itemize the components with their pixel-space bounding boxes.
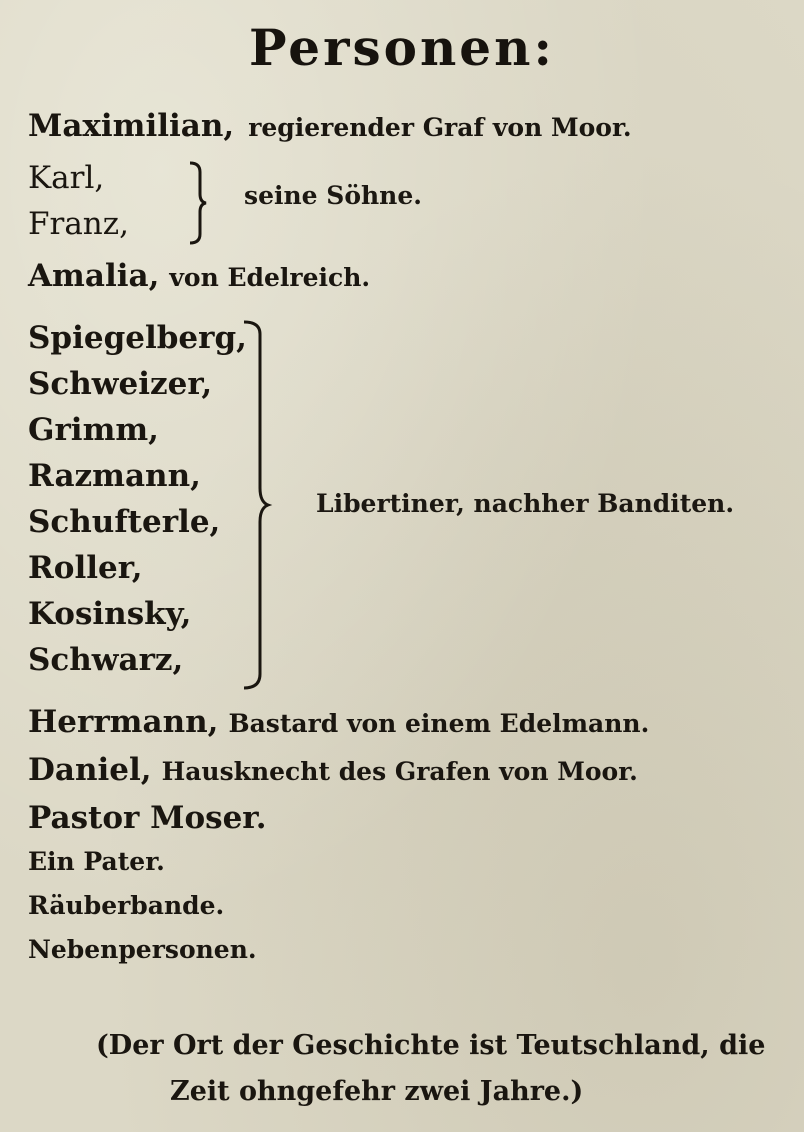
cast-entry-maximilian [28,106,632,148]
sons-label: seine Söhne. [244,181,422,210]
cast-entry-raeuberbande: Räuberbande. [28,891,225,920]
cast-entry-nebenpersonen: Nebenpersonen. [28,935,257,964]
cast-description: Hausknecht des Grafen von Moor. [161,757,638,786]
cast-name-karl: Karl, [28,160,105,196]
cast-name-grimm: Grimm, [28,412,159,448]
cast-description: regierender Graf von Moor. [248,113,632,142]
cast-name: Maximilian, [28,108,235,144]
cast-name: Amalia, [28,258,160,294]
cast-name-kosinsky: Kosinsky, [28,596,192,632]
cast-name: Daniel, [28,752,152,788]
setting-note-line-2: Zeit ohngefehr zwei Jahre.) [170,1076,584,1107]
cast-entry-pastor-moser: Pastor Moser. [28,800,267,836]
cast-name-schufterle: Schufterle, [28,504,221,540]
cast-entry-amalia [28,256,370,298]
cast-entry-pater: Ein Pater. [28,847,165,876]
page-title: Personen: [249,18,555,77]
cast-entry-herrmann [28,702,649,744]
libertines-brace [240,318,274,692]
setting-note-line-1: (Der Ort der Geschichte ist Teutschland, die [96,1030,766,1061]
cast-name-roller: Roller, [28,550,143,586]
cast-name: Herrmann, [28,704,219,740]
cast-name-spiegelberg: Spiegelberg, [28,320,247,356]
libertines-label: Libertiner, nachher Banditen. [316,489,735,518]
sons-brace [186,160,212,246]
cast-entry-daniel [28,750,638,792]
cast-name-franz: Franz, [28,206,129,242]
cast-description: Bastard von einem Edelmann. [228,709,650,738]
cast-description: von Edelreich. [169,263,371,292]
cast-name-schwarz: Schwarz, [28,642,184,678]
cast-name-razmann: Razmann, [28,458,201,494]
cast-name-schweizer: Schweizer, [28,366,213,402]
